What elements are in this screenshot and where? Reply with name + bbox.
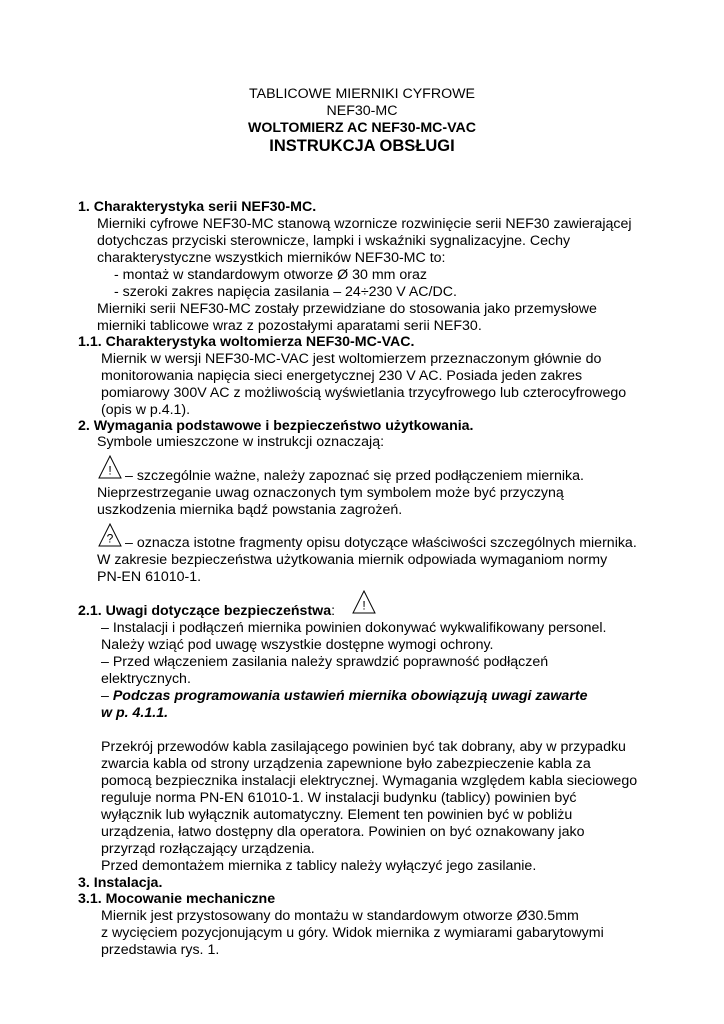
section21-text: – Instalacji i podłączeń miernika powinien dokonywać wykwalifikowany personel.: [101, 620, 607, 636]
section21-text: – Przed włączeniem zasilania należy sprawdzić poprawność podłączeń: [101, 654, 549, 670]
section21-paragraph: Przed demontażem miernika z tablicy należy wyłączyć jego zasilanie.: [101, 858, 537, 874]
section21-colon: :: [331, 603, 336, 619]
info-description: – oznacza istotne fragmenty opisu dotyczące właściwości szczególnych miernika.: [125, 535, 637, 551]
section3-heading: 3. Instalacja.: [78, 875, 163, 891]
section11-text: Miernik w wersji NEF30-MC-VAC jest woltomierzem przeznaczonym głównie do: [101, 351, 602, 367]
section21-bold-text: w p. 4.1.1.: [101, 705, 169, 721]
page-title: INSTRUKCJA OBSŁUGI: [269, 137, 455, 155]
info-glyph: ?: [106, 531, 114, 546]
header-line2: NEF30-MC: [326, 103, 398, 119]
section31-text: z wycięciem pozycjonującym u góry. Widok miernika z wymiarami gabarytowymi: [101, 925, 604, 941]
section1-text: charakterystyczne wszystkich mierników NEF30-MC to:: [97, 250, 446, 266]
section2-heading: 2. Wymagania podstawowe i bezpieczeństwo użytkowania.: [78, 418, 474, 434]
warning-triangle-icon: [97, 454, 123, 480]
section11-heading: 1.1. Charakterystyka woltomierza NEF30-MC-VAC.: [78, 334, 415, 350]
section21-bold-text: Podczas programowania ustawień miernika obowiązują uwagi zawarte: [112, 688, 588, 704]
section1-bullet: - szeroki zakres napięcia zasilania – 24÷230 V AC/DC.: [114, 284, 457, 300]
section21-heading: 2.1. Uwagi dotyczące bezpieczeństwa: [78, 603, 332, 619]
warning-description: – szczególnie ważne, należy zapoznać się przed podłączeniem miernika.: [125, 468, 584, 484]
section1-text: Mierniki serii NEF30-MC zostały przewidziane do stosowania jako przemysłowe: [97, 301, 597, 317]
section21-paragraph: zwarcia kabla od strony urządzenia zapewnione było zabezpieczenie kabla za: [101, 756, 591, 772]
section21-paragraph: reguluje norma PN-EN 61010-1. W instalacji budynku (tablicy) powinien być: [101, 790, 577, 806]
section21-paragraph: Przekrój przewodów kabla zasilającego powinien być tak dobrany, aby w przypadku: [101, 739, 626, 755]
header-line3: WOLTOMIERZ AC NEF30-MC-VAC: [247, 120, 477, 136]
warning-text: uszkodzenia miernika bądź powstania zagrożeń.: [97, 502, 403, 518]
section31-heading: 3.1. Mocowanie mechaniczne: [78, 891, 276, 907]
header-line1: TABLICOWE MIERNIKI CYFROWE: [249, 86, 475, 102]
section11-text: pomiarowy 300V AC z możliwością wyświetlania trzycyfrowego lub czterocyfrowego: [101, 385, 627, 401]
section1-text: mierniki tablicowe wraz z pozostałymi aparatami serii NEF30.: [97, 318, 482, 334]
section21-paragraph: przyrząd rozłączający urządzenia.: [101, 841, 315, 857]
info-triangle-icon: [97, 522, 123, 548]
info-text: PN-EN 61010-1.: [97, 569, 202, 585]
warning-glyph: !: [362, 598, 366, 613]
section11-text: monitorowania napięcia sieci energetycznej 230 V AC. Posiada jeden zakres: [101, 368, 583, 384]
section21-bold-row: [101, 688, 587, 705]
section1-bullet: - montaż w standardowym otworze Ø 30 mm oraz: [114, 267, 428, 283]
warning-triangle-icon: [351, 589, 377, 615]
section21-paragraph: wyłącznik lub wyłącznik automatyczny. Element ten powinien być w pobliżu: [101, 807, 573, 823]
section21-text: elektrycznych.: [101, 671, 191, 687]
section31-text: Miernik jest przystosowany do montażu w standardowym otworze Ø30.5mm: [101, 908, 579, 924]
warning-text: Nieprzestrzeganie uwag oznaczonych tym symbolem może być przyczyną: [97, 485, 564, 501]
section1-text: dotychczas przyciski sterownicze, lampki i wskaźniki sygnalizacyjne. Cechy: [97, 233, 571, 249]
section21-text: Należy wziąć pod uwagę wszystkie dostępne wymogi ochrony.: [101, 637, 494, 653]
section2-intro: Symbole umieszczone w instrukcji oznaczają:: [97, 434, 385, 450]
section31-text: przedstawia rys. 1.: [101, 942, 220, 958]
section21-paragraph: pomocą bezpiecznika instalacji elektrycznej. Wymagania względem kabla sieciowego: [101, 773, 638, 789]
section1-heading: 1. Charakterystyka serii NEF30-MC.: [78, 199, 317, 215]
section21-paragraph: urządzenia, łatwo dostępny dla operatora. Powinien on być oznakowany jako: [101, 824, 585, 840]
section21-dash: –: [101, 688, 113, 704]
section1-text: Mierniki cyfrowe NEF30-MC stanową wzornicze rozwinięcie serii NEF30 zawierającej: [97, 216, 632, 232]
section11-text: (opis w p.4.1).: [101, 402, 191, 418]
section21-heading-row: [78, 603, 335, 620]
warning-glyph: !: [108, 463, 112, 478]
info-text: W zakresie bezpieczeństwa użytkowania miernik odpowiada wymaganiom normy: [97, 552, 608, 568]
